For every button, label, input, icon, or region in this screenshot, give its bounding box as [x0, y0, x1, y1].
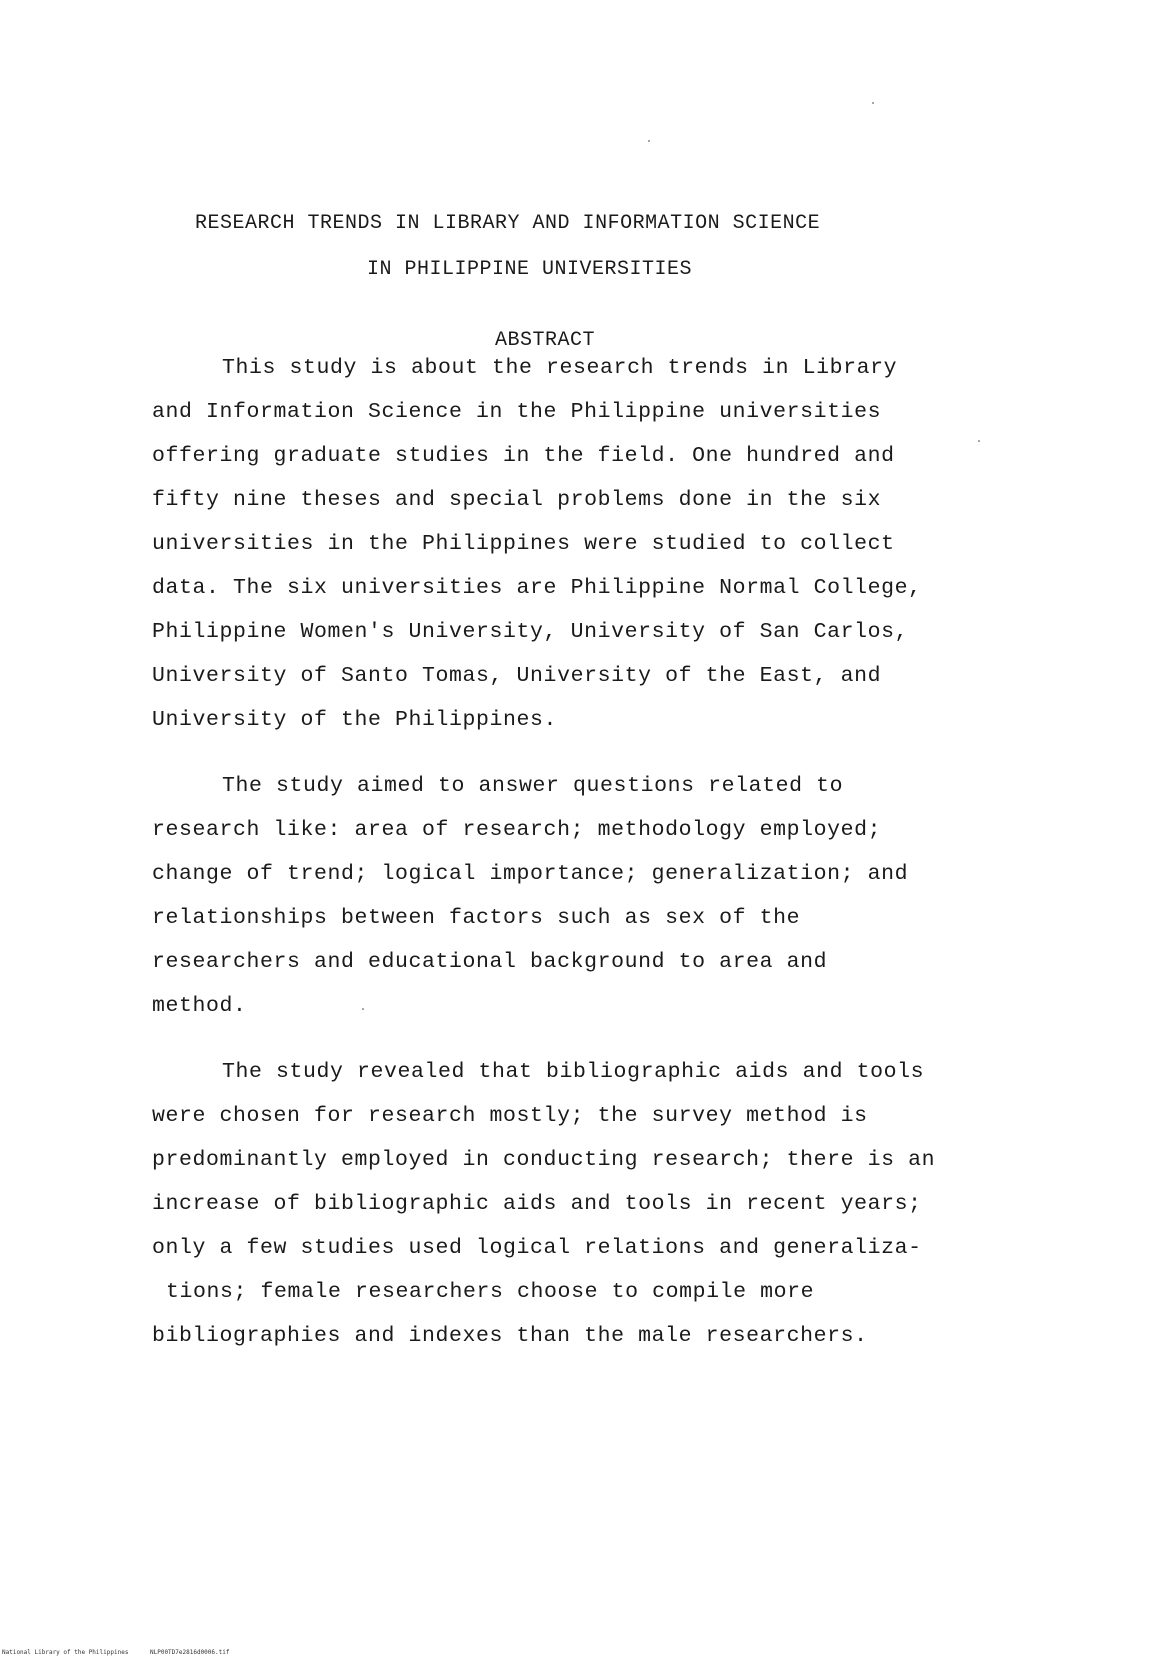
paragraph-2-line: research like: area of research; methodology employed;	[152, 818, 882, 842]
paragraph-3-line: were chosen for research mostly; the survey method is	[152, 1104, 868, 1128]
paragraph-3-line: bibliographies and indexes than the male researchers.	[152, 1324, 868, 1348]
paragraph-1-line: This study is about the research trends in Library	[222, 356, 898, 380]
paragraph-3-line: only a few studies used logical relations and generaliza-	[152, 1236, 922, 1260]
paragraph-2-line: relationships between factors such as sex of the	[152, 906, 801, 930]
paragraph-1-line: universities in the Philippines were studied to collect	[152, 532, 895, 556]
document-title-line-2: IN PHILIPPINE UNIVERSITIES	[367, 258, 693, 281]
footer-file: NLP00TD7e2816d0006.tif	[150, 1649, 230, 1656]
scan-speck	[648, 140, 650, 142]
paragraph-1-line: University of Santo Tomas, University of the East, and	[152, 664, 882, 688]
document-title-line-1: RESEARCH TRENDS IN LIBRARY AND INFORMATION SCIENCE	[195, 212, 821, 235]
paragraph-3-line: tions; female researchers choose to compile more	[166, 1280, 815, 1304]
paragraph-1-line: data. The six universities are Philippine Normal College,	[152, 576, 922, 600]
paragraph-1-line: Philippine Women's University, University of San Carlos,	[152, 620, 909, 644]
paragraph-1-line: fifty nine theses and special problems done in the six	[152, 488, 882, 512]
paragraph-2-line: researchers and educational background to area and	[152, 950, 828, 974]
footer-source: National Library of the Philippines	[2, 1649, 129, 1656]
scan-speck	[362, 1008, 364, 1010]
paragraph-2-line: method.	[152, 994, 247, 1018]
paragraph-3-line: The study revealed that bibliographic aids and tools	[222, 1060, 925, 1084]
paragraph-1-line: and Information Science in the Philippine universities	[152, 400, 882, 424]
paragraph-1-line: University of the Philippines.	[152, 708, 558, 732]
paragraph-3-line: predominantly employed in conducting research; there is an	[152, 1148, 936, 1172]
scan-speck	[978, 440, 980, 442]
paragraph-3-line: increase of bibliographic aids and tools in recent years;	[152, 1192, 922, 1216]
paragraph-1-line: offering graduate studies in the field. One hundred and	[152, 444, 895, 468]
abstract-heading: ABSTRACT	[495, 329, 596, 352]
paragraph-2-line: change of trend; logical importance; generalization; and	[152, 862, 909, 886]
paragraph-2-line: The study aimed to answer questions related to	[222, 774, 844, 798]
scan-speck	[872, 102, 874, 104]
